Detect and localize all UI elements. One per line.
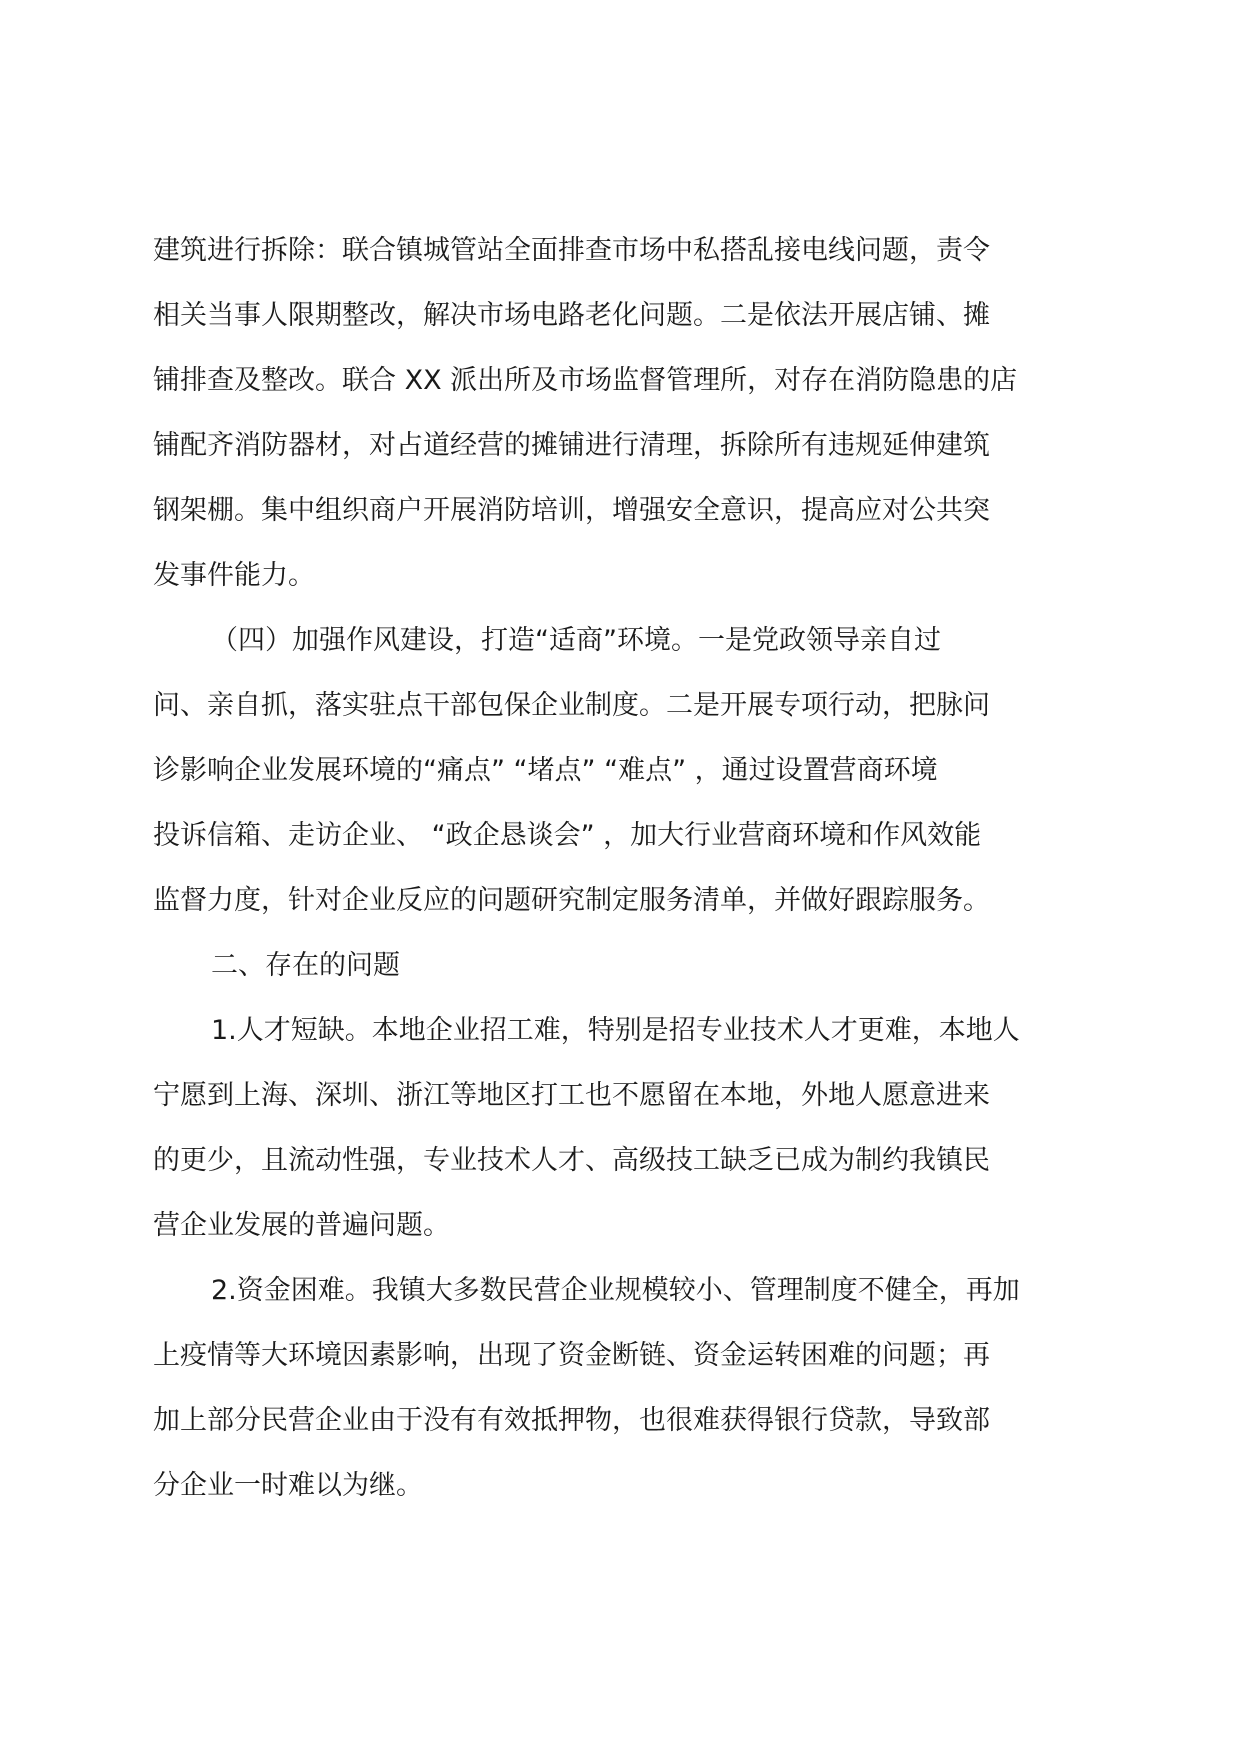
text-line: 的更少，且流动性强，专业技术人才、高级技工缺乏已成为制约我镇民 <box>153 1145 990 1176</box>
text-line: 钢架棚。集中组织商户开展消防培训，增强安全意识，提高应对公共突 <box>153 495 990 526</box>
problem-1-line: 1.人才短缺。本地企业招工难，特别是招专业技术人才更难，本地人 <box>211 1015 1020 1046</box>
text-line: 分企业一时难以为继。 <box>153 1470 423 1501</box>
text-line: 加上部分民营企业由于没有有效抵押物，也很难获得银行贷款，导致部 <box>153 1405 990 1436</box>
text-line: 宁愿到上海、深圳、浙江等地区打工也不愿留在本地，外地人愿意进来 <box>153 1080 990 1111</box>
section-four-heading-line: （四）加强作风建设，打造“适商”环境。一是党政领导亲自过 <box>211 625 941 656</box>
text-line: 铺配齐消防器材，对占道经营的摊铺进行清理，拆除所有违规延伸建筑 <box>153 430 990 461</box>
text-line: 营企业发展的普遍问题。 <box>153 1210 450 1241</box>
section-heading-problems: 二、存在的问题 <box>211 950 400 981</box>
text-line: 监督力度，针对企业反应的问题研究制定服务清单，并做好跟踪服务。 <box>153 885 990 916</box>
text-line: 相关当事人限期整改，解决市场电路老化问题。二是依法开展店铺、摊 <box>153 300 990 331</box>
text-line: 铺排查及整改。联合 XX 派出所及市场监督管理所，对存在消防隐患的店 <box>153 365 1018 396</box>
text-line: 上疫情等大环境因素影响，出现了资金断链、资金运转困难的问题；再 <box>153 1340 990 1371</box>
text-line: 建筑进行拆除：联合镇城管站全面排查市场中私搭乱接电线问题，责令 <box>153 235 990 266</box>
text-line: 诊影响企业发展环境的“痛点” “堵点” “难点” ，通过设置营商环境 <box>153 755 938 786</box>
text-line: 发事件能力。 <box>153 560 315 591</box>
problem-2-line: 2.资金困难。我镇大多数民营企业规模较小、管理制度不健全，再加 <box>211 1275 1020 1306</box>
text-line: 问、亲自抓，落实驻点干部包保企业制度。二是开展专项行动，把脉问 <box>153 690 990 721</box>
document-body <box>153 218 1083 1518</box>
text-line: 投诉信箱、走访企业、 “政企恳谈会” ，加大行业营商环境和作风效能 <box>153 820 982 851</box>
